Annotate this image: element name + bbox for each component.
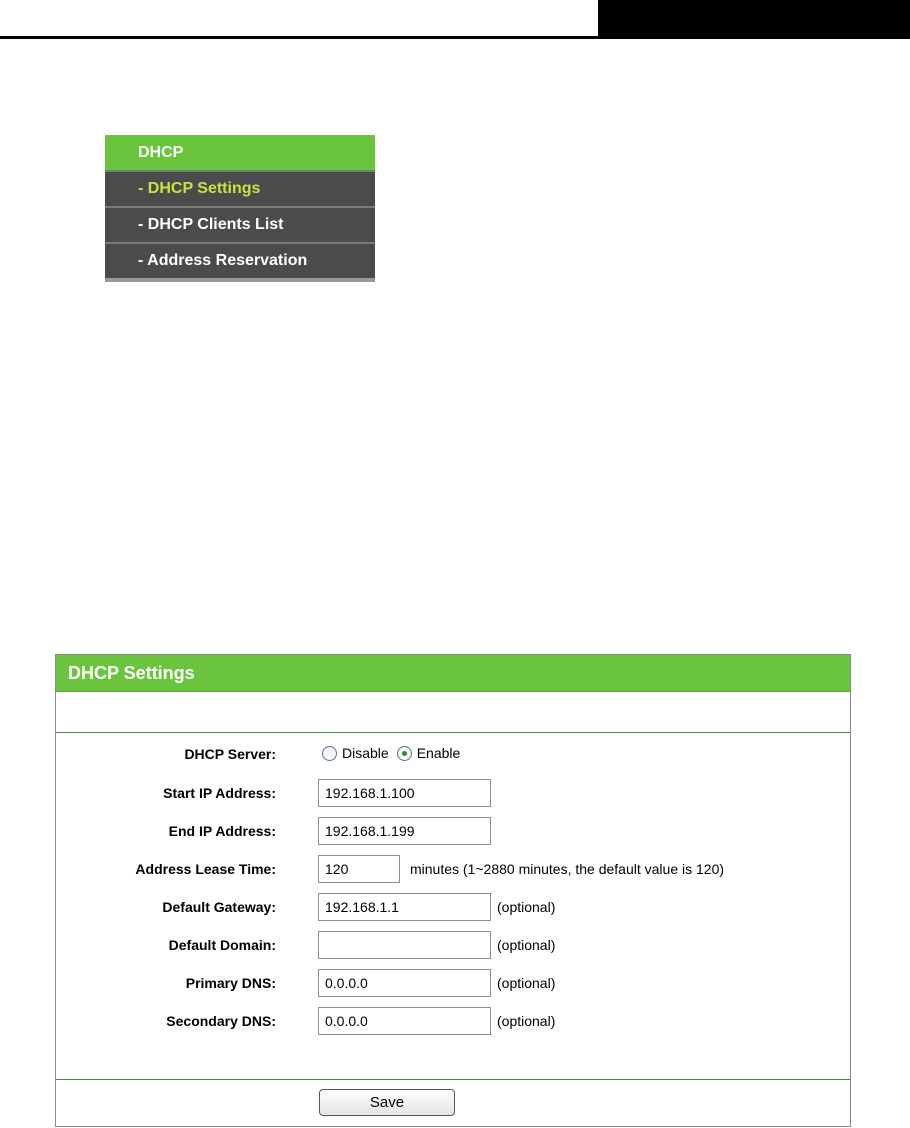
lease-time-input[interactable]	[318, 855, 400, 883]
dhcp-server-radio-group	[322, 745, 468, 761]
dhcp-menu	[105, 135, 375, 282]
lease-time-label: Address Lease Time:	[135, 861, 276, 877]
row-secondary-dns	[56, 1007, 850, 1037]
default-gateway-optional: (optional)	[497, 899, 556, 915]
menu-item-dhcp-settings[interactable]: - DHCP Settings	[105, 170, 375, 206]
default-domain-input[interactable]	[318, 931, 491, 959]
secondary-dns-optional: (optional)	[497, 1013, 556, 1029]
row-default-gateway	[56, 893, 850, 923]
row-dhcp-server	[56, 740, 850, 770]
primary-dns-label: Primary DNS:	[185, 975, 276, 991]
start-ip-input[interactable]	[318, 779, 491, 807]
menu-item-dhcp-clients-list[interactable]: - DHCP Clients List	[105, 206, 375, 242]
default-gateway-input[interactable]	[318, 893, 491, 921]
row-start-ip	[56, 779, 850, 809]
start-ip-label: Start IP Address:	[163, 785, 276, 801]
menu-item-address-reservation[interactable]: - Address Reservation	[105, 242, 375, 278]
panel-title: DHCP Settings	[56, 655, 850, 692]
menu-header-dhcp[interactable]: DHCP	[105, 135, 375, 170]
row-end-ip	[56, 817, 850, 847]
end-ip-label: End IP Address:	[168, 823, 276, 839]
lease-time-note: minutes (1~2880 minutes, the default value is 120)	[410, 861, 725, 877]
dhcp-server-label: DHCP Server:	[184, 746, 276, 762]
default-domain-label: Default Domain:	[168, 937, 276, 953]
menu-bottom-border	[105, 278, 375, 282]
save-button[interactable]: Save	[319, 1089, 455, 1116]
radio-enable-label[interactable]: Enable	[416, 745, 461, 761]
dhcp-settings-panel	[55, 654, 851, 1127]
default-domain-optional: (optional)	[497, 937, 556, 953]
secondary-dns-label: Secondary DNS:	[166, 1013, 276, 1029]
primary-dns-optional: (optional)	[497, 975, 556, 991]
radio-disable-label[interactable]: Disable	[342, 745, 389, 761]
primary-dns-input[interactable]	[318, 969, 491, 997]
divider-top	[56, 732, 850, 733]
row-primary-dns	[56, 969, 850, 999]
row-lease-time	[56, 855, 850, 885]
divider-bottom	[56, 1079, 850, 1080]
header-rule	[0, 36, 910, 39]
end-ip-input[interactable]	[318, 817, 491, 845]
header-block	[598, 0, 910, 39]
row-default-domain	[56, 931, 850, 961]
radio-enable[interactable]	[397, 746, 412, 761]
secondary-dns-input[interactable]	[318, 1007, 491, 1035]
radio-disable[interactable]	[322, 746, 337, 761]
default-gateway-label: Default Gateway:	[162, 899, 276, 915]
